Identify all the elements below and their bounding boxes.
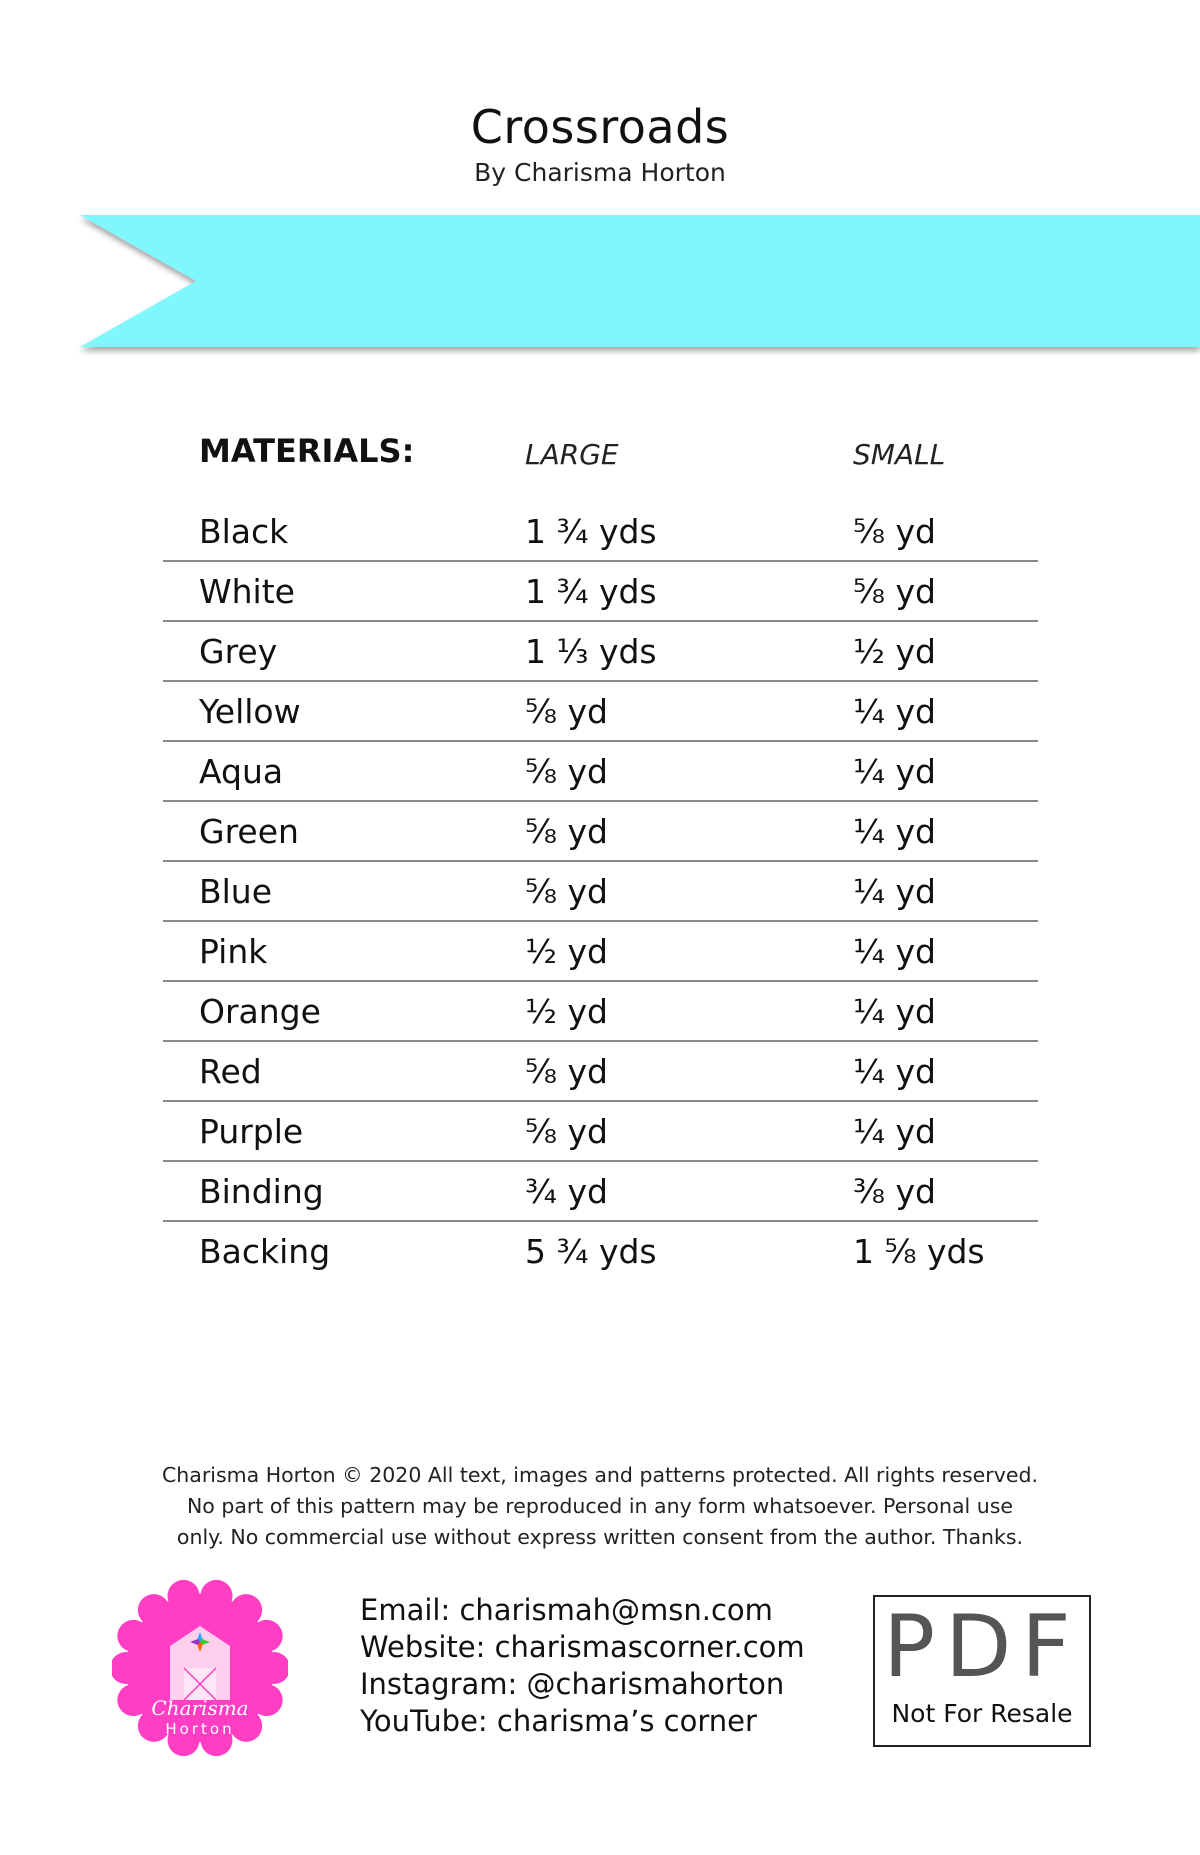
logo-text-horton: Horton — [165, 1720, 235, 1738]
table-row — [163, 1222, 1038, 1280]
small-amount: ⅝ yd — [853, 512, 936, 551]
author-byline: By Charisma Horton — [474, 158, 726, 187]
small-amount: ¼ yd — [853, 692, 936, 731]
page-title: Crossroads — [470, 100, 730, 154]
copyright-line: Charisma Horton © 2020 All text, images and patterns protected. All rights reserved. — [161, 1463, 1038, 1487]
contact-info — [360, 1592, 805, 1740]
small-amount: ¼ yd — [853, 992, 936, 1031]
table-row — [163, 1042, 1038, 1102]
table-row — [163, 922, 1038, 982]
material-name: Yellow — [199, 692, 301, 731]
large-amount: ⅝ yd — [525, 692, 608, 731]
large-amount: 1 ¾ yds — [525, 572, 657, 611]
materials-header — [163, 430, 1038, 490]
pdf-not-for-resale-badge — [873, 1595, 1091, 1747]
large-amount: 5 ¾ yds — [525, 1232, 657, 1271]
charisma-horton-logo — [112, 1580, 288, 1756]
aqua-banner — [0, 210, 1200, 360]
material-name: Blue — [199, 872, 273, 911]
small-amount: ¼ yd — [853, 932, 936, 971]
pdf-label: PDF — [883, 1597, 1081, 1697]
copyright-line: No part of this pattern may be reproduced in any form whatsoever. Personal use — [186, 1494, 1014, 1518]
large-amount: 1 ¾ yds — [525, 512, 657, 551]
material-name: Red — [199, 1052, 262, 1091]
small-amount: ¼ yd — [853, 1052, 936, 1091]
material-name: Backing — [199, 1232, 331, 1271]
logo-text-charisma: Charisma — [151, 1696, 249, 1720]
material-name: Aqua — [199, 752, 284, 791]
small-amount: ¼ yd — [853, 872, 936, 911]
copyright-line: only. No commercial use without express written consent from the author. Thanks. — [176, 1525, 1024, 1549]
large-amount: ⅝ yd — [525, 812, 608, 851]
material-name: Purple — [199, 1112, 304, 1151]
small-amount: 1 ⅝ yds — [853, 1232, 985, 1271]
table-row — [163, 682, 1038, 742]
table-row — [163, 502, 1038, 562]
contact-instagram: Instagram: @charismahorton — [360, 1667, 785, 1701]
column-header-small: SMALL — [853, 438, 946, 471]
contact-youtube: YouTube: charisma’s corner — [360, 1704, 757, 1738]
large-amount: ¾ yd — [525, 1172, 608, 1211]
large-amount: ⅝ yd — [525, 1052, 608, 1091]
large-amount: ⅝ yd — [525, 752, 608, 791]
table-row — [163, 982, 1038, 1042]
materials-table — [163, 430, 1038, 1280]
large-amount: ⅝ yd — [525, 872, 608, 911]
table-row — [163, 562, 1038, 622]
material-name: Pink — [199, 932, 268, 971]
materials-rows — [163, 502, 1038, 1280]
small-amount: ¼ yd — [853, 812, 936, 851]
contact-website: Website: charismascorner.com — [360, 1630, 805, 1664]
table-row — [163, 742, 1038, 802]
table-row — [163, 1102, 1038, 1162]
table-row — [163, 802, 1038, 862]
small-amount: ¼ yd — [853, 1112, 936, 1151]
material-name: Grey — [199, 632, 278, 671]
small-amount: ¼ yd — [853, 752, 936, 791]
not-for-resale-label: Not For Resale — [891, 1699, 1073, 1728]
large-amount: ½ yd — [525, 932, 608, 971]
materials-heading: MATERIALS: — [199, 432, 415, 470]
table-row — [163, 1162, 1038, 1222]
material-name: Binding — [199, 1172, 324, 1211]
large-amount: 1 ⅓ yds — [525, 632, 657, 671]
material-name: White — [199, 572, 295, 611]
material-name: Green — [199, 812, 299, 851]
contact-email: Email: charismah@msn.com — [360, 1593, 773, 1627]
material-name: Orange — [199, 992, 321, 1031]
table-row — [163, 622, 1038, 682]
page-header — [0, 100, 1200, 187]
large-amount: ⅝ yd — [525, 1112, 608, 1151]
banner-ribbon — [80, 215, 1200, 347]
small-amount: ⅝ yd — [853, 572, 936, 611]
small-amount: ½ yd — [853, 632, 936, 671]
copyright-notice — [130, 1460, 1070, 1553]
small-amount: ⅜ yd — [853, 1172, 936, 1211]
column-header-large: LARGE — [525, 438, 619, 471]
material-name: Black — [199, 512, 289, 551]
large-amount: ½ yd — [525, 992, 608, 1031]
table-row — [163, 862, 1038, 922]
